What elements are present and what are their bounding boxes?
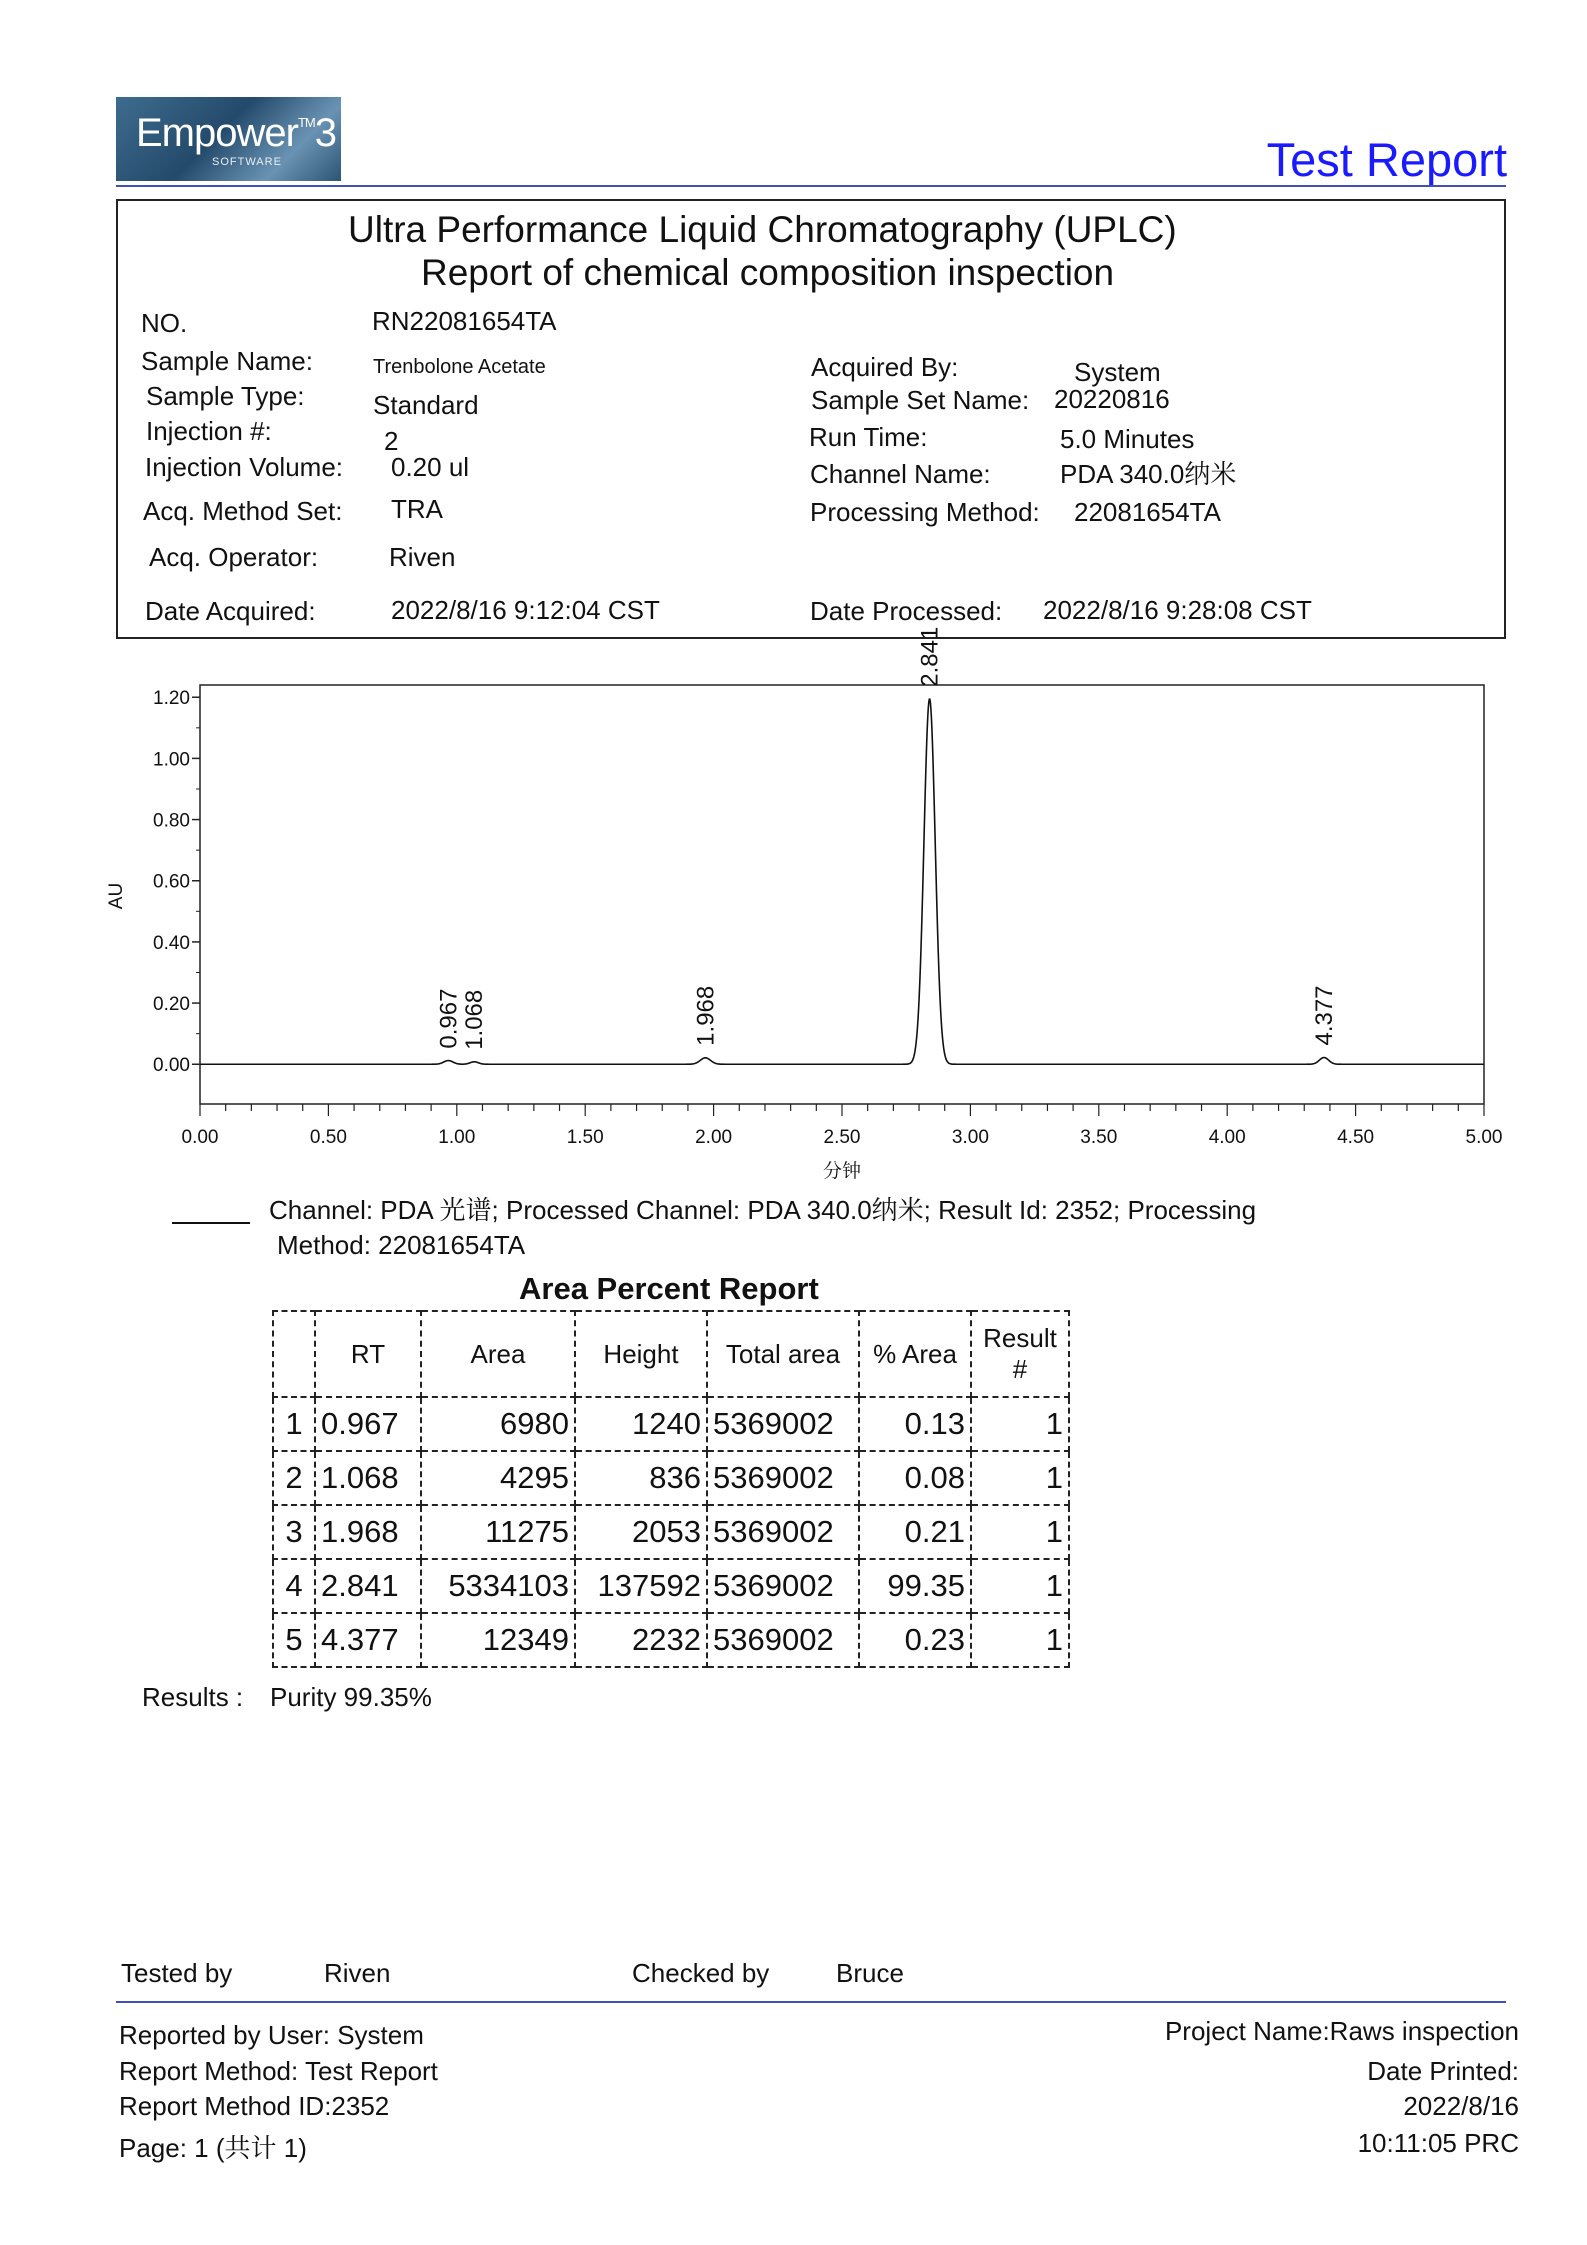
peak-label: 1.968 <box>692 985 720 1046</box>
date-processed-label: Date Processed: <box>810 596 1003 626</box>
table-row <box>273 1397 1069 1451</box>
y-tick-label: 0.20 <box>153 994 190 1016</box>
table-cell: 5369002 <box>707 1613 859 1667</box>
acq-operator-value: Riven <box>389 542 456 572</box>
acq-method-value: TRA <box>391 494 443 524</box>
table-cell: 1 <box>971 1613 1069 1667</box>
table-cell: 836 <box>575 1451 707 1505</box>
y-tick-label: 0.00 <box>153 1055 190 1077</box>
x-tick-label: 4.50 <box>1337 1127 1375 1148</box>
table-cell: 1.068 <box>315 1451 421 1505</box>
table-cell: 0.08 <box>859 1451 971 1505</box>
run-time-value: 5.0 Minutes <box>1060 424 1195 454</box>
table-cell: 4295 <box>421 1451 575 1505</box>
sample-set-label: Sample Set Name: <box>811 385 1030 415</box>
table-header-cell: % Area <box>859 1311 971 1397</box>
table-cell: 6980 <box>421 1397 575 1451</box>
tested-by-value: Riven <box>324 1958 391 1988</box>
table-cell: 5 <box>273 1613 315 1667</box>
logo-subtitle: SOFTWARE <box>212 156 282 168</box>
date-printed-date: 2022/8/16 <box>1403 2091 1519 2121</box>
checked-by-label: Checked by <box>632 1958 770 1988</box>
x-tick-label: 4.00 <box>1208 1127 1246 1148</box>
y-tick-label: 1.00 <box>153 749 190 771</box>
table-cell: 5369002 <box>707 1505 859 1559</box>
chromatogram-trace <box>200 699 1484 1064</box>
acquired-by-label: Acquired By: <box>811 352 959 382</box>
table-cell: 5369002 <box>707 1451 859 1505</box>
x-tick-label: 0.50 <box>309 1127 347 1148</box>
y-tick-label: 0.80 <box>153 810 190 832</box>
area-percent-title: Area Percent Report <box>519 1271 819 1306</box>
acquired-by-value: System <box>1074 357 1161 387</box>
sample-name-value: Trenbolone Acetate <box>373 356 546 378</box>
report-title: Test Report <box>1266 133 1507 186</box>
table-cell: 2 <box>273 1451 315 1505</box>
table-header-cell <box>273 1311 315 1397</box>
report-method-id: Report Method ID:2352 <box>119 2091 390 2121</box>
x-tick-label: 2.50 <box>823 1127 861 1148</box>
table-cell: 1 <box>971 1451 1069 1505</box>
table-header-row <box>273 1311 1069 1397</box>
sample-name-label: Sample Name: <box>141 346 313 376</box>
tested-by-label: Tested by <box>121 1958 233 1988</box>
report-heading-line1: Ultra Performance Liquid Chromatography (UPLC) <box>348 209 1177 250</box>
processing-method-value: 22081654TA <box>1074 497 1221 527</box>
table-cell: 99.35 <box>859 1559 971 1613</box>
legend-text-line1: Channel: PDA 光谱; Processed Channel: PDA 340.0纳米; Result Id: 2352; Processing <box>269 1195 1257 1225</box>
table-cell: 1 <box>971 1505 1069 1559</box>
y-tick-label: 0.40 <box>153 932 190 954</box>
y-tick-label: 0.60 <box>153 871 190 893</box>
x-tick-label: 1.00 <box>438 1127 476 1148</box>
peak-label: 0.967 <box>435 988 463 1049</box>
table-cell: 0.23 <box>859 1613 971 1667</box>
table-cell: 1 <box>971 1397 1069 1451</box>
checked-by-value: Bruce <box>836 1958 904 1988</box>
footer-rule <box>116 2001 1506 2003</box>
table-cell: 1.968 <box>315 1505 421 1559</box>
table-header-cell: Height <box>575 1311 707 1397</box>
table-cell: 0.967 <box>315 1397 421 1451</box>
peak-label: 2.841 <box>916 626 944 687</box>
table-cell: 0.13 <box>859 1397 971 1451</box>
y-tick-label: 1.20 <box>153 688 190 710</box>
table-cell: 1240 <box>575 1397 707 1451</box>
empower-logo <box>116 97 341 181</box>
table-cell: 4 <box>273 1559 315 1613</box>
chromatogram-chart <box>100 626 1503 1185</box>
page-number: Page: 1 (共计 1) <box>119 2133 307 2163</box>
table-cell: 2053 <box>575 1505 707 1559</box>
x-tick-label: 3.00 <box>951 1127 989 1148</box>
table-cell: 137592 <box>575 1559 707 1613</box>
header-rule <box>116 185 1506 187</box>
table-cell: 12349 <box>421 1613 575 1667</box>
table-header-cell: Area <box>421 1311 575 1397</box>
no-value: RN22081654TA <box>372 306 557 336</box>
sample-type-value: Standard <box>373 390 479 420</box>
no-label: NO. <box>141 308 188 338</box>
table-row <box>273 1559 1069 1613</box>
report-method: Report Method: Test Report <box>119 2056 438 2086</box>
date-processed-value: 2022/8/16 9:28:08 CST <box>1043 595 1312 625</box>
date-acquired-label: Date Acquired: <box>145 596 316 626</box>
table-cell: 3 <box>273 1505 315 1559</box>
sample-set-value: 20220816 <box>1054 384 1170 414</box>
x-tick-label: 0.00 <box>181 1127 219 1148</box>
table-cell: 4.377 <box>315 1613 421 1667</box>
table-row <box>273 1451 1069 1505</box>
project-name: Project Name:Raws inspection <box>1164 2016 1519 2046</box>
x-tick-label: 3.50 <box>1080 1127 1118 1148</box>
table-row <box>273 1613 1069 1667</box>
y-axis-label: AU <box>106 882 127 910</box>
results-value: Purity 99.35% <box>270 1682 432 1712</box>
x-tick-label: 2.00 <box>695 1127 733 1148</box>
table-cell: 11275 <box>421 1505 575 1559</box>
peak-label: 4.377 <box>1311 985 1339 1046</box>
legend-text-line2: Method: 22081654TA <box>277 1230 526 1260</box>
sample-type-label: Sample Type: <box>146 381 305 411</box>
x-tick-label: 1.50 <box>566 1127 604 1148</box>
reported-by-user: Reported by User: System <box>119 2020 424 2050</box>
logo-wordmark: Empower™3 <box>136 111 336 155</box>
table-cell: 1 <box>273 1397 315 1451</box>
table-cell: 0.21 <box>859 1505 971 1559</box>
processing-method-label: Processing Method: <box>810 497 1040 527</box>
acq-operator-label: Acq. Operator: <box>149 542 319 572</box>
report-heading-line2: Report of chemical composition inspection <box>421 252 1115 293</box>
channel-value: PDA 340.0纳米 <box>1060 459 1237 489</box>
table-header-cell: RT <box>315 1311 421 1397</box>
x-axis-label: 分钟 <box>822 1160 862 1182</box>
table-cell: 1 <box>971 1559 1069 1613</box>
table-cell: 2232 <box>575 1613 707 1667</box>
date-printed-label: Date Printed: <box>1367 2056 1519 2086</box>
table-row <box>273 1505 1069 1559</box>
peak-label: 1.068 <box>461 989 489 1050</box>
acq-method-label: Acq. Method Set: <box>143 496 343 526</box>
table-cell: 2.841 <box>315 1559 421 1613</box>
date-acquired-value: 2022/8/16 9:12:04 CST <box>391 595 660 625</box>
injection-volume-value: 0.20 ul <box>391 452 470 482</box>
table-header-cell: Total area <box>707 1311 859 1397</box>
injection-label: Injection #: <box>146 416 272 446</box>
table-header-cell: Result # <box>971 1311 1069 1397</box>
injection-value: 2 <box>384 426 399 456</box>
date-printed-time: 10:11:05 PRC <box>1357 2128 1519 2158</box>
table-cell: 5369002 <box>707 1559 859 1613</box>
legend-line-swatch <box>172 1222 250 1224</box>
results-label: Results : <box>142 1682 244 1712</box>
area-percent-table <box>272 1310 1070 1668</box>
table-cell: 5334103 <box>421 1559 575 1613</box>
channel-label: Channel Name: <box>810 459 991 489</box>
table-cell: 5369002 <box>707 1397 859 1451</box>
run-time-label: Run Time: <box>809 422 928 452</box>
x-tick-label: 5.00 <box>1465 1127 1503 1148</box>
plot-frame <box>200 685 1484 1104</box>
injection-volume-label: Injection Volume: <box>145 452 344 482</box>
